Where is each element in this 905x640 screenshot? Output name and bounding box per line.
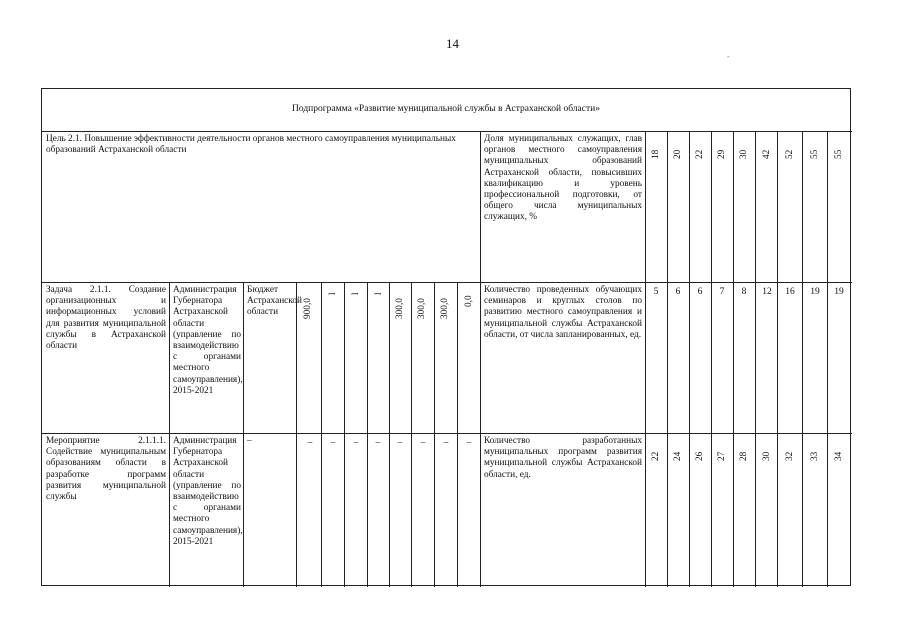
col-divider-v5 (755, 131, 756, 587)
col-divider-v2 (689, 131, 690, 587)
measure-funding-6: – (420, 438, 426, 448)
col-divider-f8 (457, 282, 458, 587)
goal-indicator: Доля муниципальных служащих, глав органов местного самоуправления муниципальных образований Астраханской области, повысивших квалификацию и уровень профессиональной подготовки, от общего числа муниципальных служащих, % (484, 134, 642, 223)
task-funding-8: 0,0 (464, 295, 474, 307)
measure-funding-3: – (353, 438, 359, 448)
measure-value-6: 30 (762, 451, 772, 461)
measure-funding-4: – (375, 438, 381, 448)
measure-indicator: Количество разработанных муниципальных программ развития муниципальной службы Астраханской области, ед. (484, 436, 642, 480)
task-value-3: 6 (697, 287, 703, 297)
task-funding-3: l (351, 292, 361, 295)
measure-value-1: 22 (651, 451, 661, 461)
measure-value-2: 24 (673, 451, 683, 461)
measure-value-5: 28 (739, 451, 749, 461)
scan-speck: - (727, 52, 730, 61)
task-name: Задача 2.1.1. Создание организационных и информационных условий для развития муниципальной службы в Астраханской области (46, 285, 166, 352)
measure-value-9: 34 (834, 451, 844, 461)
col-divider-v8 (827, 131, 828, 587)
col-divider-v3 (711, 131, 712, 587)
measure-funding-7: – (443, 438, 449, 448)
col-divider-source (243, 282, 244, 587)
task-value-8: 19 (810, 287, 820, 297)
task-funding-1: 900,0 (303, 298, 313, 319)
col-divider-v7 (802, 131, 803, 587)
row-divider-task (42, 433, 852, 434)
col-divider-v1 (667, 131, 668, 587)
task-value-1: 5 (653, 287, 659, 297)
measure-name: Мероприятие 2.1.1.1. Содействие муниципальным образованиям области в разработке программ развития муниципальной службы (46, 436, 166, 503)
col-divider-f1 (296, 282, 297, 587)
measure-value-3: 26 (695, 451, 705, 461)
measure-funding-source: – (247, 436, 252, 446)
col-divider-f3 (344, 282, 345, 587)
row-divider-header (42, 131, 852, 132)
measure-value-8: 33 (810, 451, 820, 461)
goal-text: Цель 2.1. Повышение эффективности деятельности органов местного самоуправления муниципальных образований Астраханской области (46, 134, 456, 156)
goal-value-9: 55 (834, 149, 844, 159)
measure-value-7: 32 (785, 451, 795, 461)
task-funding-source: Бюджет Астраханской области (247, 285, 302, 318)
col-divider-f6 (411, 282, 412, 587)
col-divider-f7 (434, 282, 435, 587)
col-divider-f4 (367, 282, 368, 587)
col-divider-f5 (389, 282, 390, 587)
task-funding-7: 300,0 (440, 298, 450, 319)
measure-value-4: 27 (717, 451, 727, 461)
goal-value-5: 30 (739, 149, 749, 159)
task-indicator: Количество проведенных обучающих семинаров и круглых столов по развитию местного самоуправления и муниципальной службы Астраханской области, от числа запланированных, ед. (484, 285, 642, 340)
col-divider-v4 (733, 131, 734, 587)
task-funding-5: 300,0 (395, 298, 405, 319)
subprogram-title: Подпрограмма «Развитие муниципальной службы в Астраханской области» (292, 104, 600, 114)
task-value-4: 7 (719, 287, 725, 297)
goal-value-6: 42 (762, 149, 772, 159)
measure-funding-1: – (307, 438, 313, 448)
task-value-7: 16 (785, 287, 795, 297)
task-funding-6: 300,0 (417, 298, 427, 319)
row-divider-goal (42, 282, 852, 283)
goal-value-3: 22 (695, 149, 705, 159)
measure-funding-5: – (397, 438, 403, 448)
col-divider-executor (169, 282, 170, 587)
col-divider-v6 (777, 131, 778, 587)
measure-funding-8: – (466, 438, 472, 448)
task-executor: Администрация Губернатора Астраханской области (управление по взаимодействию с органами местного самоуправления), 2015-2021 (173, 285, 243, 396)
measure-funding-2: – (330, 438, 336, 448)
task-funding-4: l (374, 292, 384, 295)
page-number: 14 (446, 36, 459, 51)
task-value-9: 19 (834, 287, 844, 297)
col-divider-f2 (321, 282, 322, 587)
goal-value-7: 52 (785, 149, 795, 159)
plan-table (41, 88, 851, 586)
col-divider-values (645, 131, 646, 587)
task-value-5: 8 (741, 287, 747, 297)
goal-value-8: 55 (810, 149, 820, 159)
goal-value-1: 18 (651, 149, 661, 159)
col-divider-indicator (480, 131, 481, 587)
task-value-6: 12 (762, 287, 772, 297)
task-value-2: 6 (675, 287, 681, 297)
task-funding-2: l (328, 292, 338, 295)
goal-value-4: 29 (717, 149, 727, 159)
measure-executor: Администрация Губернатора Астраханской области (управление по взаимодействию с органами местного самоуправления), 2015-2021 (173, 436, 243, 547)
goal-value-2: 20 (673, 149, 683, 159)
